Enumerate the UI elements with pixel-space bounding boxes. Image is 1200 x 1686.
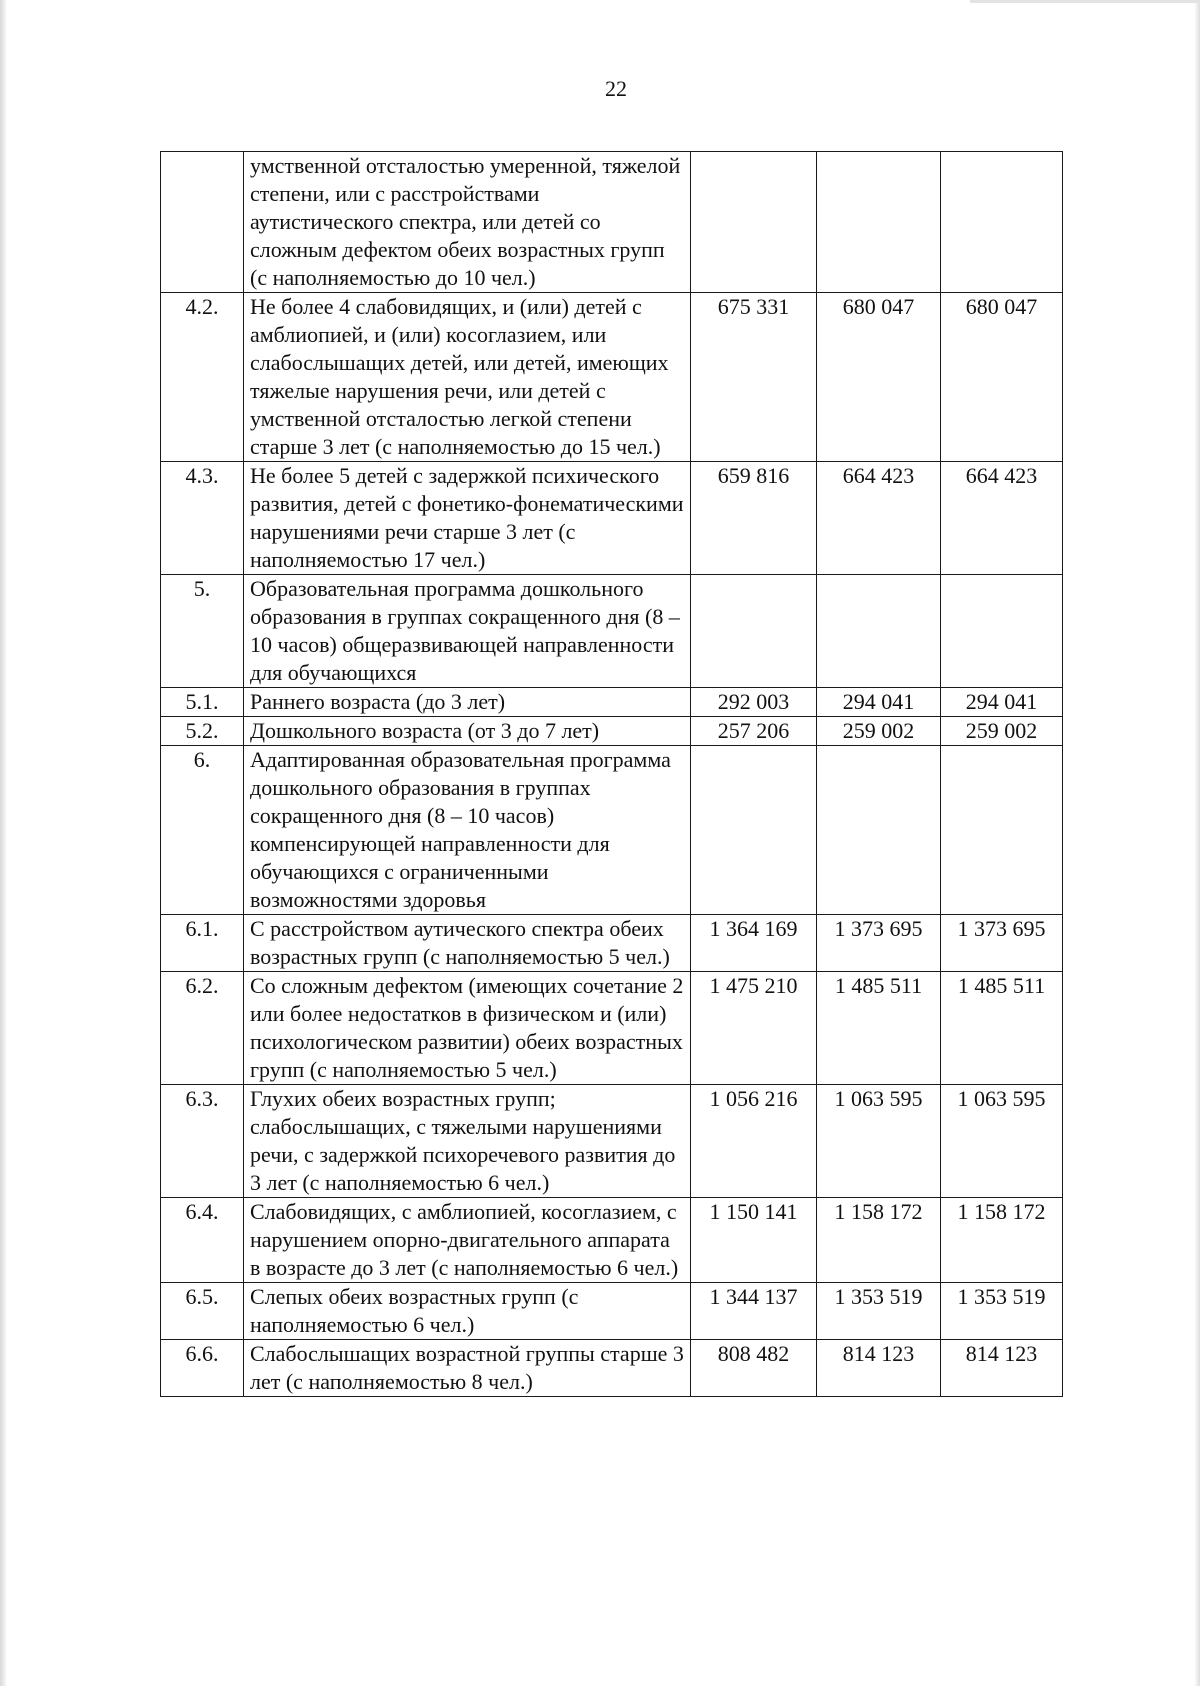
row-value-3 <box>941 152 1063 293</box>
table-row <box>161 575 1063 688</box>
row-value-3: 664 423 <box>941 462 1063 575</box>
row-value-1: 257 206 <box>691 717 817 746</box>
table-row <box>161 1198 1063 1283</box>
row-value-3: 259 002 <box>941 717 1063 746</box>
document-table <box>160 151 1063 1397</box>
row-value-3: 1 485 511 <box>941 972 1063 1085</box>
row-value-1: 1 056 216 <box>691 1085 817 1198</box>
page-number: 22 <box>605 76 627 101</box>
row-value-3 <box>941 575 1063 688</box>
row-value-2: 1 485 511 <box>817 972 941 1085</box>
row-description: Образовательная программа дошкольного образования в группах сокращенного дня (8 – 10 часов) общеразвивающей направленности для обучающихся <box>244 575 691 688</box>
row-value-1: 1 150 141 <box>691 1198 817 1283</box>
row-description: Дошкольного возраста (от 3 до 7 лет) <box>244 717 691 746</box>
row-description: умственной отсталостью умеренной, тяжелой степени, или с расстройствами аутистического спектра, или детей со сложным дефектом обеих возрастных групп (с наполняемостью до 10 чел.) <box>244 152 691 293</box>
row-number: 6.4. <box>161 1198 244 1283</box>
row-value-2: 680 047 <box>817 293 941 462</box>
table-row <box>161 746 1063 915</box>
row-description: Со сложным дефектом (имеющих сочетание 2 или более недостатков в физическом и (или) психологическом развитии) обеих возрастных групп (с наполняемостью 5 чел.) <box>244 972 691 1085</box>
row-value-3: 1 353 519 <box>941 1283 1063 1340</box>
row-value-1 <box>691 152 817 293</box>
row-number: 5. <box>161 575 244 688</box>
row-description: Адаптированная образовательная программа дошкольного образования в группах сокращенного дня (8 – 10 часов) компенсирующей направленности для обучающихся с ограниченными возможностями здоровья <box>244 746 691 915</box>
row-value-1: 1 344 137 <box>691 1283 817 1340</box>
scan-edge-right <box>1195 0 1200 1686</box>
row-value-1: 1 364 169 <box>691 915 817 972</box>
row-value-2: 259 002 <box>817 717 941 746</box>
row-value-2: 814 123 <box>817 1340 941 1397</box>
row-number: 4.2. <box>161 293 244 462</box>
table-row <box>161 152 1063 293</box>
row-description: Не более 4 слабовидящих, и (или) детей с амблиопией, и (или) косоглазием, или слабослышащих детей, или детей, имеющих тяжелые нарушения речи, или детей с умственной отсталостью легкой степени старше 3 лет (с наполняемостью до 15 чел.) <box>244 293 691 462</box>
row-number: 5.2. <box>161 717 244 746</box>
table-row <box>161 717 1063 746</box>
row-description: Не более 5 детей с задержкой психического развития, детей с фонетико-фонематическими нарушениями речи старше 3 лет (с наполняемостью 17 чел.) <box>244 462 691 575</box>
row-value-3: 294 041 <box>941 688 1063 717</box>
row-value-1: 808 482 <box>691 1340 817 1397</box>
row-value-2 <box>817 575 941 688</box>
row-number: 4.3. <box>161 462 244 575</box>
row-number: 6.6. <box>161 1340 244 1397</box>
row-number: 6. <box>161 746 244 915</box>
row-value-1 <box>691 575 817 688</box>
row-value-3: 1 158 172 <box>941 1198 1063 1283</box>
row-description: С расстройством аутического спектра обеих возрастных групп (с наполняемостью 5 чел.) <box>244 915 691 972</box>
row-description: Слепых обеих возрастных групп (с наполняемостью 6 чел.) <box>244 1283 691 1340</box>
row-value-2: 1 373 695 <box>817 915 941 972</box>
row-value-1: 292 003 <box>691 688 817 717</box>
row-value-1: 1 475 210 <box>691 972 817 1085</box>
row-number: 5.1. <box>161 688 244 717</box>
row-value-3 <box>941 746 1063 915</box>
row-value-3: 680 047 <box>941 293 1063 462</box>
row-value-2 <box>817 746 941 915</box>
row-value-2: 1 063 595 <box>817 1085 941 1198</box>
row-value-2 <box>817 152 941 293</box>
row-value-3: 814 123 <box>941 1340 1063 1397</box>
row-number <box>161 152 244 293</box>
scan-edge-left <box>0 0 6 1686</box>
table-row <box>161 1085 1063 1198</box>
row-number: 6.2. <box>161 972 244 1085</box>
row-description: Глухих обеих возрастных групп; слабослышащих, с тяжелыми нарушениями речи, с задержкой психоречевого развития до 3 лет (с наполняемостью 6 чел.) <box>244 1085 691 1198</box>
row-value-2: 294 041 <box>817 688 941 717</box>
table-row <box>161 972 1063 1085</box>
table-row <box>161 915 1063 972</box>
row-value-1: 675 331 <box>691 293 817 462</box>
row-value-2: 664 423 <box>817 462 941 575</box>
table-row <box>161 1283 1063 1340</box>
table-row <box>161 293 1063 462</box>
row-value-1 <box>691 746 817 915</box>
row-description: Слабослышащих возрастной группы старше 3 лет (с наполняемостью 8 чел.) <box>244 1340 691 1397</box>
row-description: Раннего возраста (до 3 лет) <box>244 688 691 717</box>
row-value-2: 1 353 519 <box>817 1283 941 1340</box>
table-row <box>161 688 1063 717</box>
row-value-2: 1 158 172 <box>817 1198 941 1283</box>
table-row <box>161 1340 1063 1397</box>
row-description: Слабовидящих, с амблиопией, косоглазием, с нарушением опорно-двигательного аппарата в возрасте до 3 лет (с наполняемостью 6 чел.) <box>244 1198 691 1283</box>
scan-edge-top <box>970 0 1200 3</box>
row-value-3: 1 063 595 <box>941 1085 1063 1198</box>
table-row <box>161 462 1063 575</box>
row-number: 6.5. <box>161 1283 244 1340</box>
row-number: 6.3. <box>161 1085 244 1198</box>
row-value-1: 659 816 <box>691 462 817 575</box>
row-number: 6.1. <box>161 915 244 972</box>
row-value-3: 1 373 695 <box>941 915 1063 972</box>
